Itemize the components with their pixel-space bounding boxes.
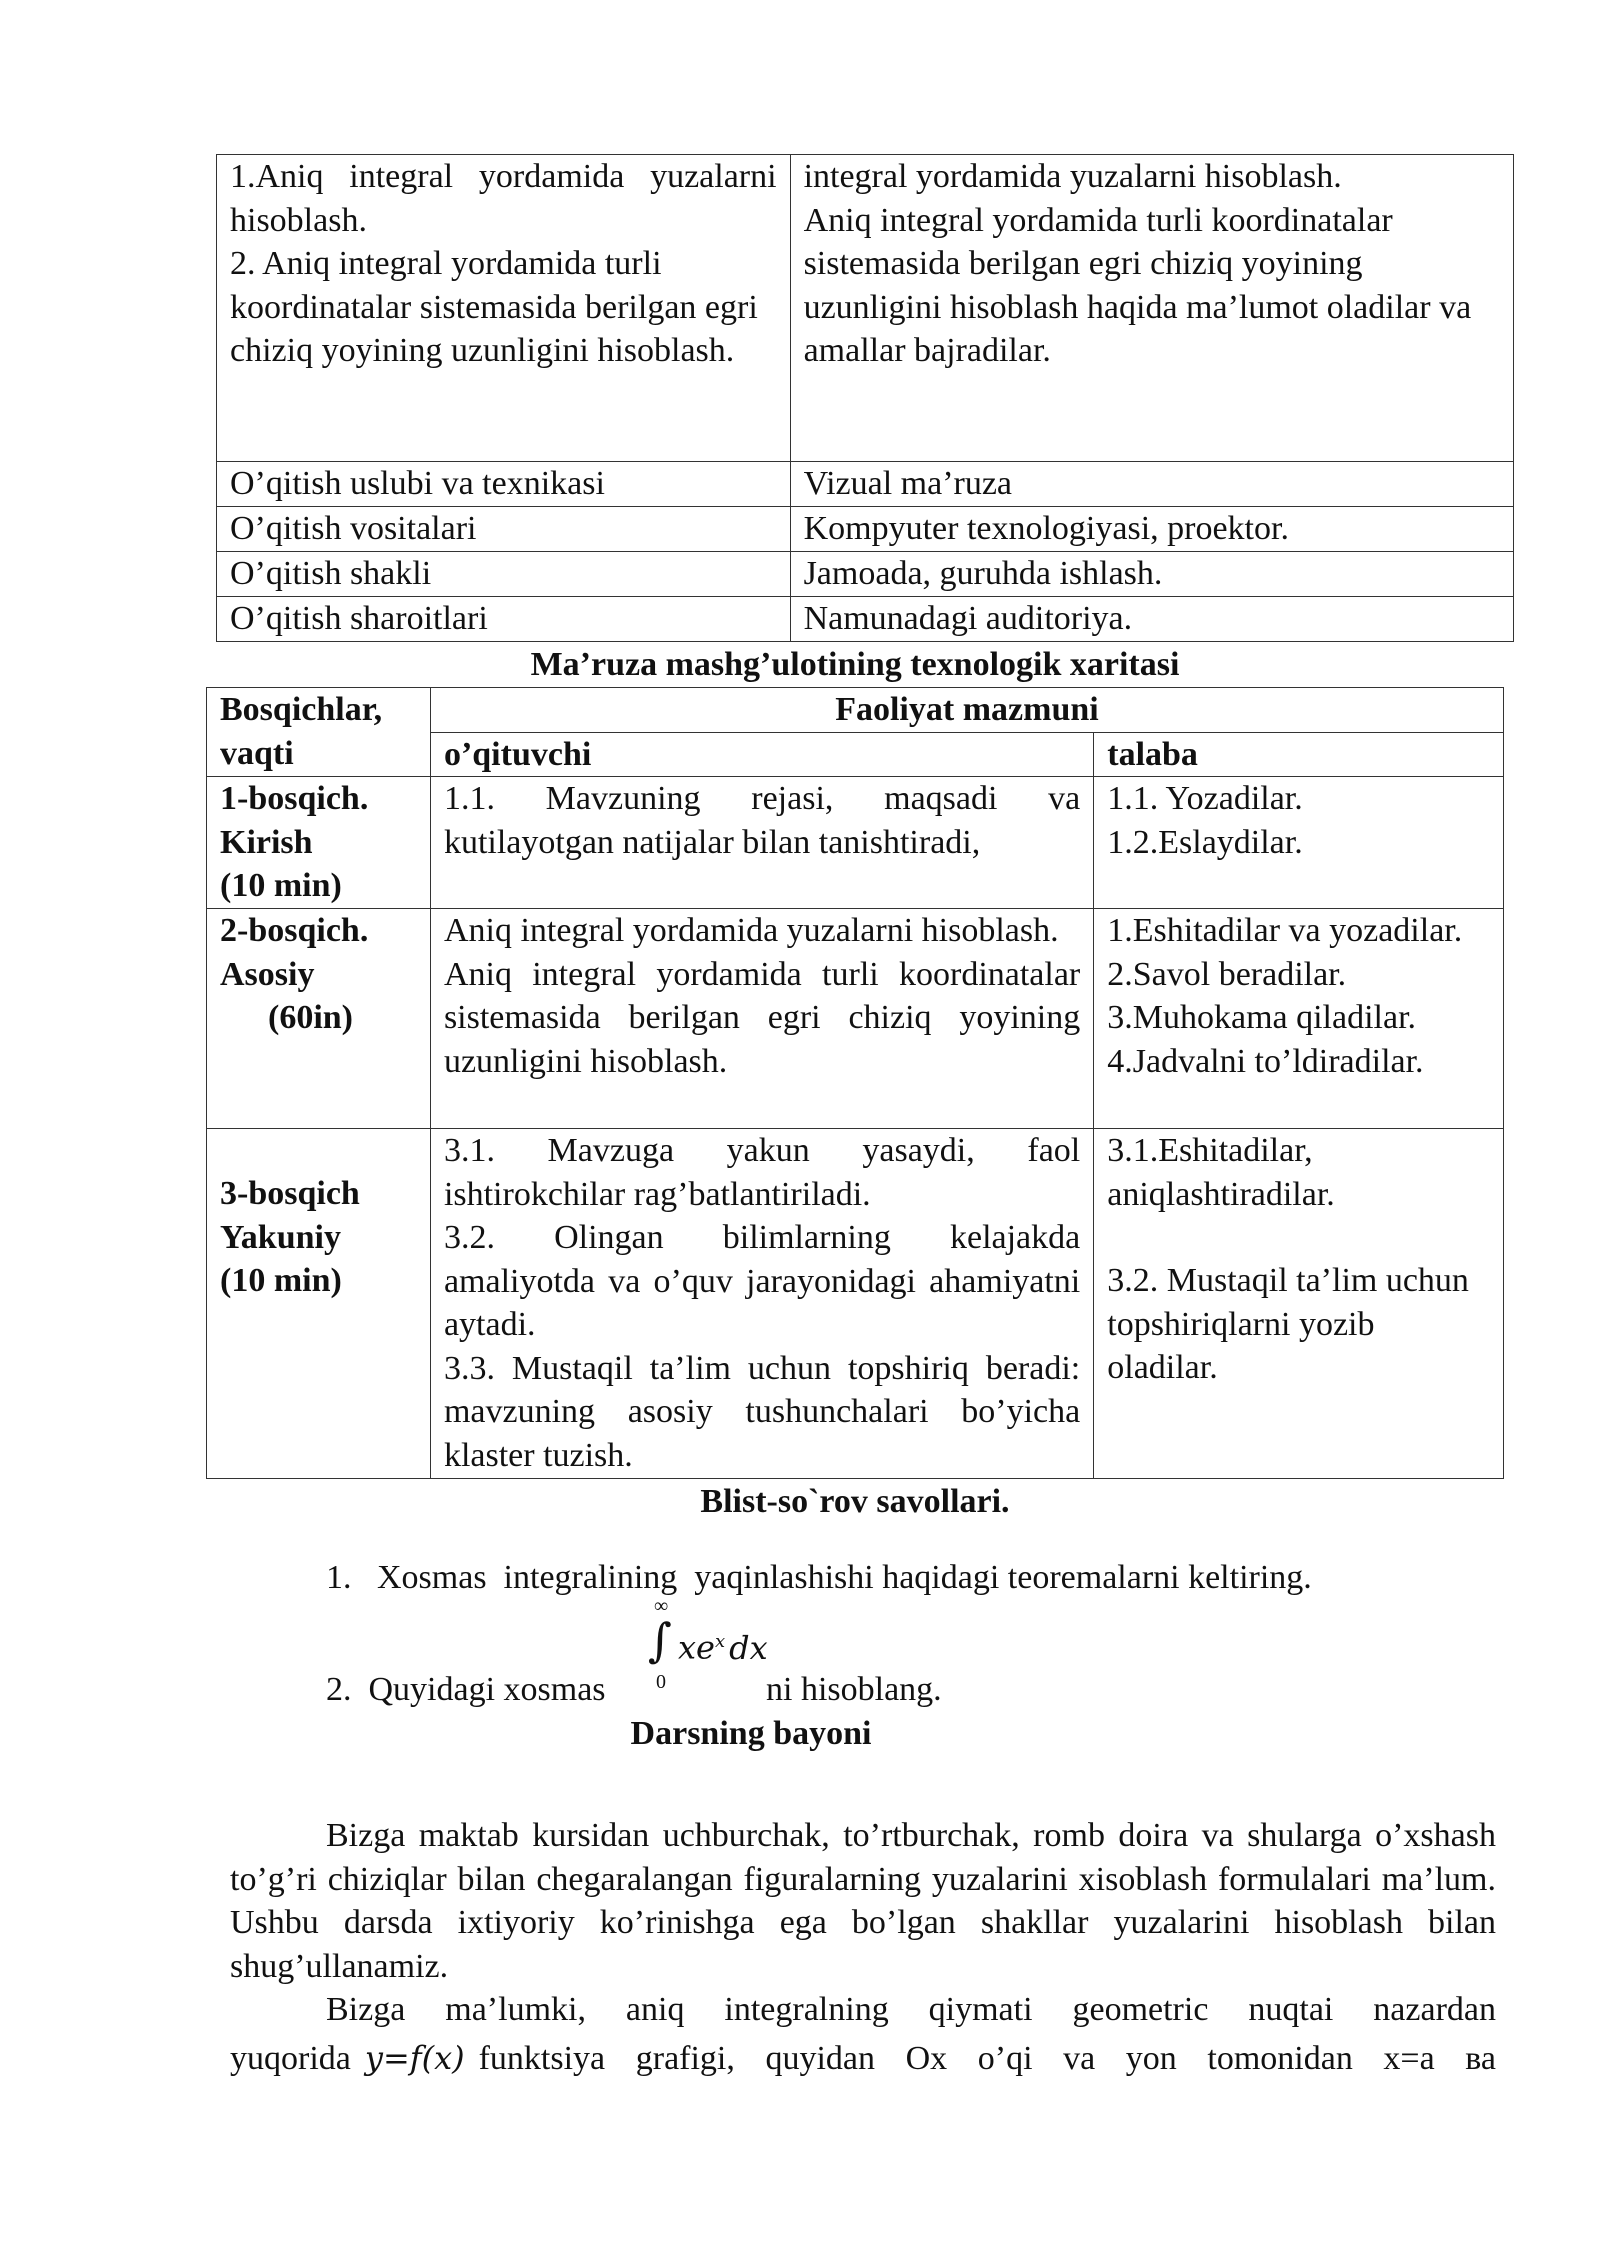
table-header-row	[207, 688, 1504, 733]
objective-1: 1.Aniq integral yordamida yuzalarni hisoblash.	[230, 158, 777, 239]
stage-line: Yakuniy	[220, 1218, 341, 1256]
row-label: O’qitish uslubi va texnikasi	[217, 462, 791, 507]
stage-line: 2-bosqich.	[220, 912, 369, 949]
question-2-end: ni hisoblang.	[766, 1671, 942, 1708]
student-text: 1.2.Eslaydilar.	[1107, 823, 1303, 861]
objectives-table	[216, 154, 1514, 642]
question-2-start: 2. Quyidagi xosmas	[326, 1671, 606, 1708]
lesson-paragraph-2-line-1: Bizga ma’lumki, aniq integralning qiymati geometric nuqtai nazardan	[326, 1991, 1496, 2028]
teacher-cell	[430, 1129, 1093, 1479]
table-row	[207, 909, 1504, 1129]
function-formula: y=f(x)	[364, 2039, 465, 2077]
student-text: 1.1. Yozadilar.	[1107, 780, 1303, 817]
integrand	[678, 1622, 768, 1668]
row-value: Kompyuter texnologiyasi, proektor.	[790, 507, 1513, 552]
student-cell	[1094, 909, 1504, 1129]
stage-line: (60in)	[268, 999, 353, 1036]
row-label: O’qitish sharoitlari	[217, 597, 791, 642]
student-text: 3.Muhokama qiladilar.	[1107, 999, 1417, 1036]
table-row	[217, 462, 1514, 507]
stage-line: (10 min)	[220, 1262, 342, 1299]
stage-line: (10 min)	[220, 867, 342, 904]
teacher-text: 3.2. Olingan bilimlarning kelajakda amaliyotda va o’quv jarayonidagi ahamiyatni aytadi.	[443, 1219, 1081, 1343]
stage-cell	[207, 777, 431, 909]
teacher-text: Aniq integral yordamida turli koordinatalar sistemasida berilgan egri chiziq yoyining uzunligini hisoblash.	[443, 955, 1081, 1080]
activity-header: Faoliyat mazmuni	[430, 688, 1503, 733]
stage-header-line: vaqti	[220, 734, 294, 772]
teacher-text: Aniq integral yordamida yuzalarni hisoblash.	[443, 912, 1059, 949]
blitz-title: Blist-so`rov savollari.	[700, 1483, 1010, 1520]
objective-2: 2. Aniq integral yordamida turli koordinatalar sistemasida berilgan egri chiziq yoyining uzunligini hisoblash.	[230, 245, 758, 369]
stage-header	[207, 688, 431, 777]
paragraph-continuation: funktsiya grafigi, quyidan Ox o’qi va yon tomonidan x=a ва	[478, 2040, 1496, 2077]
student-text: 3.1.Eshitadilar, aniqlashtiradilar.	[1107, 1132, 1335, 1213]
teacher-text: 3.1. Mavzuga yakun yasaydi, faol ishtirokchilar rag’batlantiriladi.	[443, 1132, 1081, 1213]
student-cell	[1094, 777, 1504, 909]
integral-sign-icon: ∫	[648, 1613, 672, 1667]
stage-cell	[207, 909, 431, 1129]
student-text: 4.Jadvalni to’ldiradilar.	[1107, 1042, 1424, 1080]
integrand-base: xe	[678, 1628, 715, 1667]
row-value: Namunadagi auditoriya.	[790, 597, 1513, 642]
stage-header-line: Bosqichlar,	[220, 691, 383, 728]
table-row	[207, 777, 1504, 909]
lesson-paragraph-2-line-2	[230, 2036, 1496, 2081]
row-label: O’qitish vositalari	[217, 507, 791, 552]
row-value: Vizual ma’ruza	[790, 462, 1513, 507]
student-text: 1.Eshitadilar va yozadilar.	[1107, 912, 1463, 949]
objectives-cell	[217, 155, 791, 462]
integral-lower-limit: 0	[656, 1671, 666, 1693]
outcomes-cell	[790, 155, 1513, 462]
integrand-dx: dx	[729, 1628, 768, 1667]
student-header: talaba	[1094, 732, 1504, 777]
lesson-title: Darsning bayoni	[630, 1715, 872, 1752]
paragraph-word: yuqorida	[230, 2040, 351, 2077]
stage-line: Kirish	[220, 823, 313, 861]
stage-cell	[207, 1129, 431, 1479]
student-text: 2.Savol beradilar.	[1107, 955, 1347, 993]
table-row	[217, 552, 1514, 597]
teacher-text: 1.1. Mavzuning rejasi, maqsadi va kutilayotgan natijalar bilan tanishtiradi,	[443, 780, 1081, 861]
stage-line: 3-bosqich	[220, 1175, 360, 1212]
integral-formula	[648, 1596, 768, 1696]
table-row	[217, 155, 1514, 462]
row-label: O’qitish shakli	[217, 552, 791, 597]
student-cell	[1094, 1129, 1504, 1479]
table-row	[217, 507, 1514, 552]
integrand-exponent: x	[714, 1631, 726, 1652]
blitz-question-1: 1. Xosmas integralining yaqinlashishi haqidagi teoremalarni keltiring.	[326, 1559, 1312, 1596]
teacher-text: 3.3. Mustaqil ta’lim uchun topshiriq beradi: mavzuning asosiy tushunchalari bo’yicha klaster tuzish.	[443, 1349, 1081, 1474]
integral-upper-limit: ∞	[654, 1595, 669, 1617]
outcome-2: Aniq integral yordamida turli koordinatalar sistemasida berilgan egri chiziq yoyining uzunligini hisoblash haqida ma’lumot oladilar va amallar bajradilar.	[803, 201, 1472, 369]
row-value: Jamoada, guruhda ishlash.	[790, 552, 1513, 597]
tech-map-table	[206, 687, 1504, 1479]
lesson-paragraph-1: Bizga maktab kursidan uchburchak, to’rtburchak, romb doira va shularga o’xshash to’g’ri chiziqlar bilan chegaralangan figuralarning yuzalarini xisoblash formulalari ma’lum. Ushbu darsda ixtiyoriy ko’rinishga ega bo’lgan shakllar yuzalarini hisoblash bilan shug’ullanamiz.	[230, 1817, 1496, 1985]
table-row	[207, 1129, 1504, 1479]
stage-line: Asosiy	[220, 955, 315, 993]
table-row	[217, 597, 1514, 642]
teacher-header: o’qituvchi	[430, 732, 1093, 777]
student-text: 3.2. Mustaqil ta’lim uchun topshiriqlarni yozib oladilar.	[1107, 1262, 1469, 1386]
tech-map-title: Ma’ruza mashg’ulotining texnologik xaritasi	[530, 646, 1180, 683]
teacher-cell	[430, 777, 1093, 909]
blitz-question-2	[326, 1668, 942, 1712]
outcome-1: integral yordamida yuzalarni hisoblash.	[803, 158, 1342, 195]
teacher-cell	[430, 909, 1093, 1129]
stage-line: 1-bosqich.	[220, 780, 369, 817]
